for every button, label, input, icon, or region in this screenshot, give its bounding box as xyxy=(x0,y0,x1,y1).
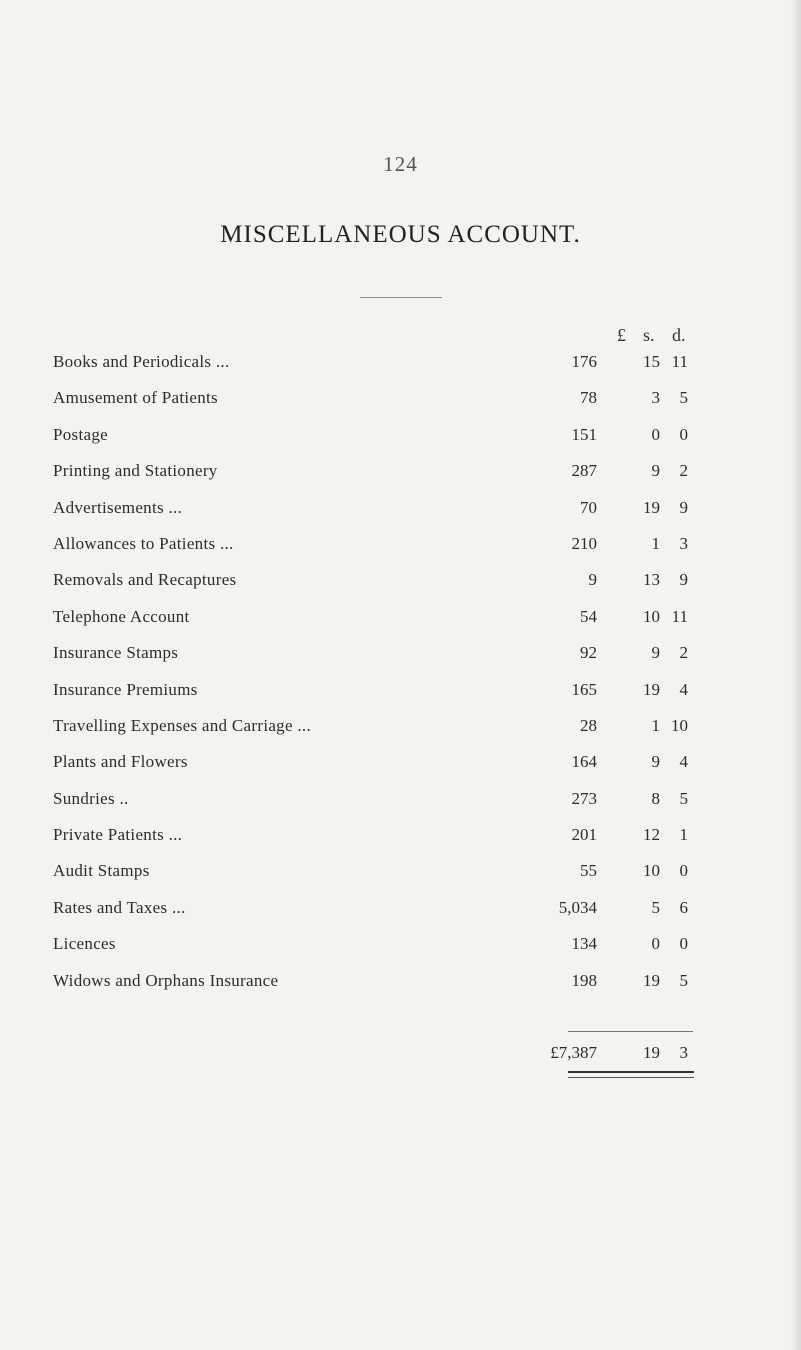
row-pence: 9 xyxy=(679,497,688,517)
row-label: Rates and Taxes ... xyxy=(53,897,186,917)
row-shillings: 10 xyxy=(643,861,660,881)
row-shillings: 19 xyxy=(643,679,660,699)
row-pounds: 70 xyxy=(580,497,597,517)
row-shillings: 19 xyxy=(643,970,660,990)
row-shillings: 9 xyxy=(651,752,660,772)
row-pence: 2 xyxy=(679,643,688,663)
row-label: Printing and Stationery xyxy=(53,461,218,481)
row-pounds: 134 xyxy=(571,934,597,954)
row-pence: 4 xyxy=(679,679,688,699)
table-row xyxy=(0,817,801,853)
table-row xyxy=(0,708,801,744)
row-label: Sundries .. xyxy=(53,788,129,808)
page-title: MISCELLANEOUS ACCOUNT. xyxy=(220,221,581,248)
row-label: Travelling Expenses and Carriage ... xyxy=(53,715,312,735)
row-pounds: 78 xyxy=(580,388,597,408)
row-label: Insurance Premiums xyxy=(53,679,198,699)
row-pounds: 287 xyxy=(571,461,597,481)
row-pence: 0 xyxy=(679,934,688,954)
total-shillings: 19 xyxy=(643,1043,660,1062)
row-shillings: 13 xyxy=(643,570,660,590)
account-table xyxy=(0,344,801,999)
page-number: 124 xyxy=(383,152,418,176)
row-pounds: 151 xyxy=(571,424,597,444)
row-shillings: 3 xyxy=(651,388,660,408)
row-pounds: 9 xyxy=(588,570,597,590)
row-pence: 10 xyxy=(671,715,688,735)
table-row xyxy=(0,853,801,889)
row-pence: 2 xyxy=(679,461,688,481)
row-shillings: 0 xyxy=(651,934,660,954)
row-label: Audit Stamps xyxy=(53,861,150,881)
row-pounds: 198 xyxy=(571,970,597,990)
row-label: Advertisements ... xyxy=(53,497,183,517)
table-row xyxy=(0,744,801,780)
total-pence: 3 xyxy=(679,1043,688,1062)
table-row xyxy=(0,453,801,489)
sum-rule xyxy=(568,1031,693,1032)
row-label: Removals and Recaptures xyxy=(53,570,237,590)
row-shillings: 0 xyxy=(651,424,660,444)
row-pence: 11 xyxy=(671,606,688,626)
row-pounds: 165 xyxy=(571,679,597,699)
column-header-pence: d. xyxy=(672,325,686,345)
row-shillings: 5 xyxy=(651,897,660,917)
row-pounds: 164 xyxy=(571,752,597,772)
row-pence: 9 xyxy=(679,570,688,590)
row-pence: 0 xyxy=(679,861,688,881)
row-label: Books and Periodicals ... xyxy=(53,352,230,371)
row-shillings: 8 xyxy=(651,788,660,808)
row-label: Plants and Flowers xyxy=(53,752,188,772)
row-shillings: 1 xyxy=(651,715,660,735)
row-label: Telephone Account xyxy=(53,606,190,626)
row-pence: 3 xyxy=(679,533,688,553)
table-row xyxy=(0,526,801,562)
row-pounds: 201 xyxy=(571,825,597,845)
row-pence: 1 xyxy=(679,825,688,845)
table-row xyxy=(0,890,801,926)
row-label: Insurance Stamps xyxy=(53,643,179,663)
column-header-pounds: £ xyxy=(617,325,626,345)
row-pounds: 210 xyxy=(571,533,597,553)
title-rule xyxy=(360,297,442,298)
table-row xyxy=(0,562,801,598)
row-label: Licences xyxy=(53,934,116,954)
row-pence: 0 xyxy=(679,424,688,444)
row-pounds: 5,034 xyxy=(558,897,597,917)
row-pence: 4 xyxy=(679,752,688,772)
row-shillings: 15 xyxy=(643,352,660,371)
row-label: Widows and Orphans Insurance xyxy=(53,970,279,990)
row-pounds: 92 xyxy=(580,643,597,663)
row-pence: 11 xyxy=(671,352,688,371)
table-row xyxy=(0,963,801,999)
page-edge-shadow xyxy=(791,0,801,1350)
row-shillings: 19 xyxy=(643,497,660,517)
row-pounds: 28 xyxy=(580,715,597,735)
table-row xyxy=(0,599,801,635)
table-row xyxy=(0,380,801,416)
row-shillings: 10 xyxy=(643,606,660,626)
row-pence: 5 xyxy=(679,388,688,408)
table-row xyxy=(0,417,801,453)
row-pence: 6 xyxy=(679,897,688,917)
total-double-rule xyxy=(568,1071,694,1078)
table-row xyxy=(0,781,801,817)
table-row xyxy=(0,490,801,526)
row-pounds: 55 xyxy=(580,861,597,881)
table-row xyxy=(0,344,801,380)
table-row xyxy=(0,926,801,962)
row-label: Amusement of Patients xyxy=(53,388,218,408)
column-header-shillings: s. xyxy=(643,325,655,345)
row-pounds: 54 xyxy=(580,606,597,626)
total-pounds: £7,387 xyxy=(550,1043,597,1062)
table-row xyxy=(0,635,801,671)
row-shillings: 1 xyxy=(651,533,660,553)
row-shillings: 9 xyxy=(651,643,660,663)
row-pounds: 176 xyxy=(571,352,597,371)
row-shillings: 9 xyxy=(651,461,660,481)
row-pence: 5 xyxy=(679,788,688,808)
row-label: Postage xyxy=(53,424,108,444)
table-row xyxy=(0,672,801,708)
row-label: Allowances to Patients ... xyxy=(53,533,234,553)
row-pounds: 273 xyxy=(571,788,597,808)
row-pence: 5 xyxy=(679,970,688,990)
row-shillings: 12 xyxy=(643,825,660,845)
row-label: Private Patients ... xyxy=(53,825,183,845)
